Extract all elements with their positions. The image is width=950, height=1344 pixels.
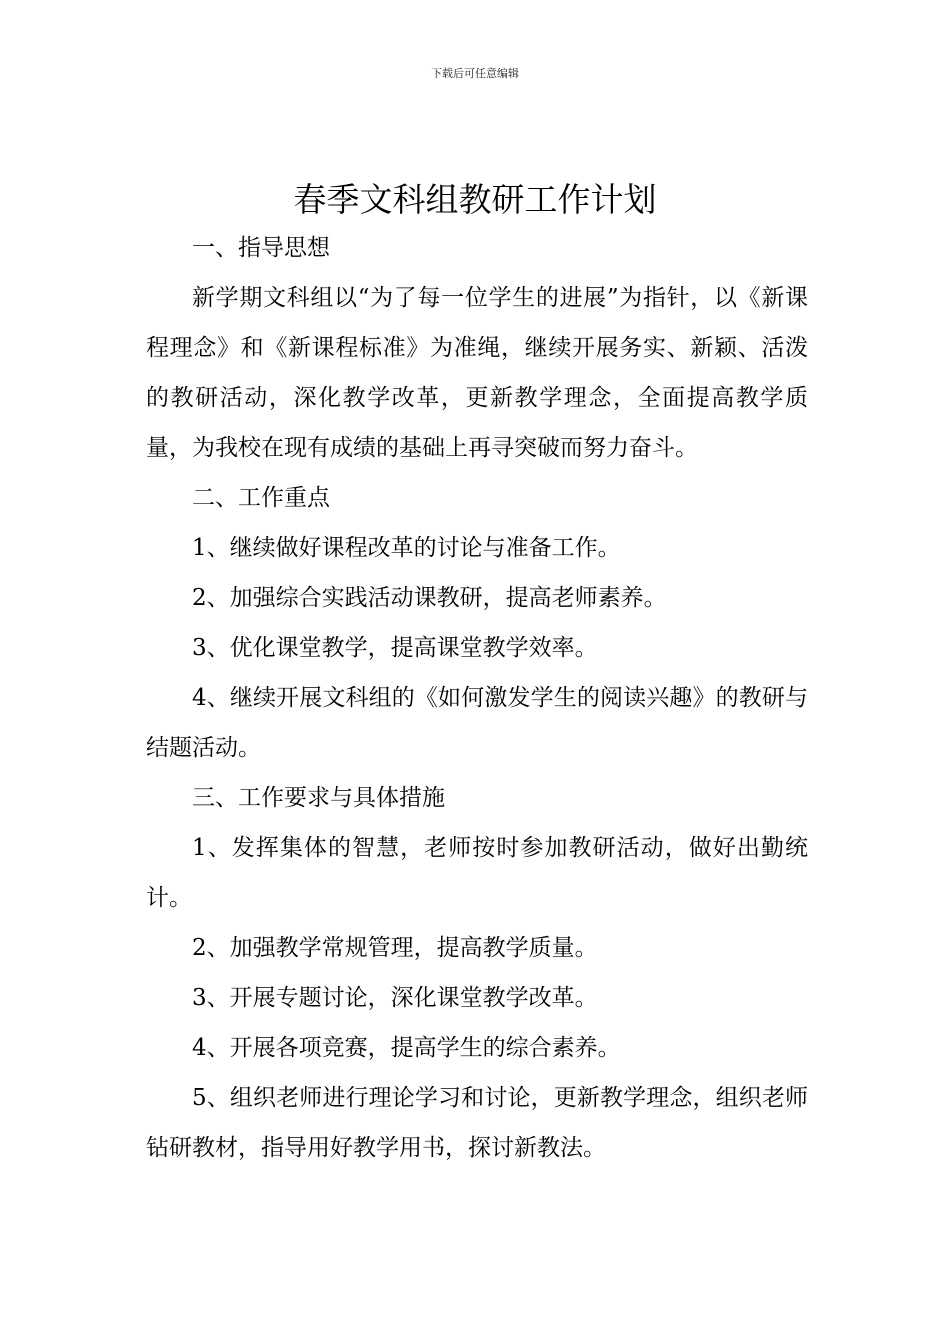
section-heading-work-focus: 二、工作重点	[192, 485, 330, 511]
document-title: 春季文科组教研工作计划	[293, 180, 657, 219]
list-item-focus-4: 4、继续开展文科组的《如何激发学生的阅读兴趣》的教研与结题活动。	[146, 685, 808, 761]
list-item-focus-3: 3、优化课堂教学，提高课堂教学效率。	[192, 635, 598, 661]
list-item-measure-3: 3、开展专题讨论，深化课堂教学改革。	[192, 985, 598, 1011]
list-item-measure-1: 1、发挥集体的智慧，老师按时参加教研活动，做好出勤统计。	[146, 835, 808, 911]
section-heading-guiding-ideology: 一、指导思想	[192, 235, 330, 261]
paragraph-guiding-ideology: 新学期文科组以“为了每一位学生的进展”为指针，以《新课程理念》和《新课程标准》为准绳，继续开展务实、新颖、活泼的教研活动，深化教学改革，更新教学理念，全面提高教学质量，为我校在现有成绩的基础上再寻突破而努力奋斗。	[146, 285, 808, 461]
header-note: 下载后可任意编辑	[431, 67, 519, 80]
list-item-focus-1: 1、继续做好课程改革的讨论与准备工作。	[192, 535, 621, 561]
list-item-measure-2: 2、加强教学常规管理，提高教学质量。	[192, 935, 598, 961]
list-item-measure-5: 5、组织老师进行理论学习和讨论，更新教学理念，组织老师钻研教材，指导用好教学用书，探讨新教法。	[146, 1085, 808, 1161]
list-item-focus-2: 2、加强综合实践活动课教研，提高老师素养。	[192, 585, 667, 611]
section-heading-requirements: 三、工作要求与具体措施	[192, 785, 445, 811]
document-body	[146, 223, 808, 1173]
list-item-measure-4: 4、开展各项竞赛，提高学生的综合素养。	[192, 1035, 621, 1061]
